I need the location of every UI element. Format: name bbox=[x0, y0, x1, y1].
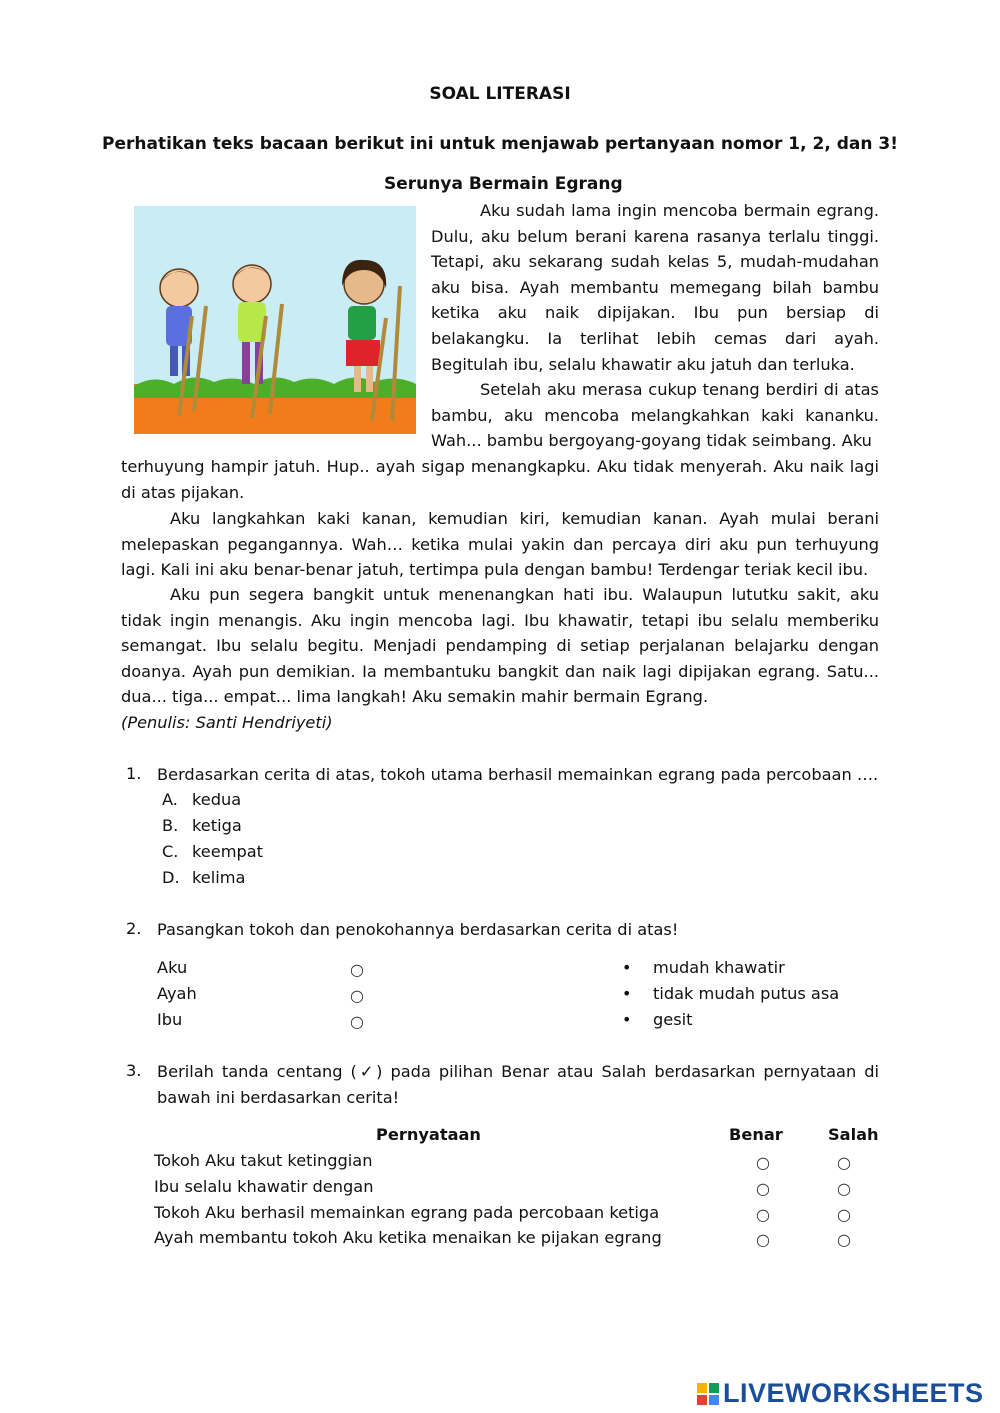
liveworksheets-icon bbox=[697, 1383, 719, 1405]
instruction-text: Perhatikan teks bacaan berikut ini untuk menjawab pertanyaan nomor 1, 2, dan 3! bbox=[102, 134, 898, 154]
q3-true-radio[interactable]: ○ bbox=[756, 1205, 770, 1224]
q1-option-letter: A. bbox=[162, 790, 178, 809]
story-paragraph-1-text: Aku sudah lama ingin mencoba bermain egrang. Dulu, aku belum berani karena rasanya terlalu tinggi. Tetapi, aku sekarang sudah kelas 5, mudah-mudahan aku bisa. Ayah membantu memegang bilah bambu ketika aku naik dipijakan. Ibu pun bersiap di belakangku. Ia terlihat lebih cemas dari ayah. Begitulah ibu, selalu khawatir aku jatuh dan terluka. bbox=[431, 201, 879, 374]
q2-number: 2. bbox=[126, 919, 142, 938]
q2-right-dot[interactable]: • bbox=[622, 984, 632, 1003]
q3-true-radio[interactable]: ○ bbox=[756, 1230, 770, 1249]
q1-text: Berdasarkan cerita di atas, tokoh utama berhasil memainkan egrang pada percobaan …. bbox=[157, 765, 879, 784]
q2-left-dot[interactable]: ○ bbox=[350, 1012, 364, 1031]
q3-statement-row: Tokoh Aku takut ketinggian bbox=[154, 1151, 373, 1170]
q3-true-radio[interactable]: ○ bbox=[756, 1179, 770, 1198]
q1-option-b[interactable]: ketiga bbox=[192, 816, 242, 835]
story-paragraph-3: Aku langkahkan kaki kanan, kemudian kiri, kemudian kanan. Ayah mulai berani melepaskan pegangannya. Wah… ketika mulai yakin dan percaya diri aku pun terhuyung lagi. Kali ini aku benar-benar jatuh, tertimpa pula dengan bambu! Terdengar teriak kecil ibu. bbox=[121, 509, 879, 580]
q3-statement-row: Ibu selalu khawatir dengan bbox=[154, 1177, 374, 1196]
story-title: Serunya Bermain Egrang bbox=[384, 174, 623, 194]
q2-right-dot[interactable]: • bbox=[622, 1010, 632, 1029]
story-paragraph-2-end: terhuyung hampir jatuh. Hup.. ayah sigap menangkapku. Aku tidak menyerah. Aku naik lagi di atas pijakan. bbox=[121, 457, 879, 502]
q2-right-dot[interactable]: • bbox=[622, 958, 632, 977]
q2-left-dot[interactable]: ○ bbox=[350, 960, 364, 979]
q3-false-radio[interactable]: ○ bbox=[837, 1153, 851, 1172]
page-title: SOAL LITERASI bbox=[429, 84, 571, 104]
q1-option-a[interactable]: kedua bbox=[192, 790, 242, 809]
q3-statement-row: Tokoh Aku berhasil memainkan egrang pada percobaan ketiga bbox=[154, 1203, 660, 1222]
q1-option-letter: C. bbox=[162, 842, 179, 861]
q2-right-tidak-mudah-putus-asa: tidak mudah putus asa bbox=[653, 984, 840, 1003]
q3-false-radio[interactable]: ○ bbox=[837, 1205, 851, 1224]
story-author: (Penulis: Santi Hendriyeti) bbox=[121, 713, 333, 732]
liveworksheets-logo[interactable] bbox=[697, 1378, 984, 1409]
q1-option-letter: D. bbox=[162, 868, 180, 887]
q3-number: 3. bbox=[126, 1061, 142, 1080]
q3-header-statement: Pernyataan bbox=[376, 1125, 481, 1144]
q2-left-ibu: Ibu bbox=[157, 1010, 183, 1029]
q3-statement-row: Ayah membantu tokoh Aku ketika menaikan ke pijakan egrang bbox=[154, 1228, 662, 1247]
story-paragraph-1 bbox=[431, 198, 879, 454]
q2-left-dot[interactable]: ○ bbox=[350, 986, 364, 1005]
q3-false-radio[interactable]: ○ bbox=[837, 1179, 851, 1198]
q2-left-aku: Aku bbox=[157, 958, 188, 977]
egrang-illustration bbox=[134, 206, 416, 434]
q3-false-radio[interactable]: ○ bbox=[837, 1230, 851, 1249]
story-paragraph-2-start: Setelah aku merasa cukup tenang berdiri di atas bambu, aku mencoba melangkahkan kaki kananku. Wah... bambu bergoyang-goyang tidak seimbang. Aku bbox=[431, 380, 879, 451]
q3-header-false: Salah bbox=[828, 1125, 879, 1144]
q1-option-c[interactable]: keempat bbox=[192, 842, 264, 861]
brand-text: LIVEWORKSHEETS bbox=[723, 1378, 984, 1408]
q1-number: 1. bbox=[126, 764, 142, 783]
q2-right-gesit: gesit bbox=[653, 1010, 693, 1029]
q2-left-ayah: Ayah bbox=[157, 984, 197, 1003]
q3-header-true: Benar bbox=[729, 1125, 783, 1144]
q1-option-d[interactable]: kelima bbox=[192, 868, 246, 887]
q1-option-letter: B. bbox=[162, 816, 179, 835]
q3-text: Berilah tanda centang (✓) pada pilihan Benar atau Salah berdasarkan pernyataan di bawah ini berdasarkan cerita! bbox=[157, 1062, 879, 1107]
q3-true-radio[interactable]: ○ bbox=[756, 1153, 770, 1172]
story-paragraph-4: Aku pun segera bangkit untuk menenangkan hati ibu. Walaupun lututku sakit, aku tidak ingin menangis. Aku ingin mencoba lagi. Ibu khawatir, tetapi ibu selalu memberiku semangat. Ibu selalu begitu. Menjadi pendamping di setiap perjalanan belajarku dengan doanya. Ayah pun demikian. Ia membantuku bangkit dan naik lagi dipijakan egrang. Satu... dua... tiga... empat... lima langkah! Aku semakin mahir bermain Egrang. bbox=[121, 585, 879, 707]
q2-text: Pasangkan tokoh dan penokohannya berdasarkan cerita di atas! bbox=[157, 920, 679, 939]
q2-right-mudah-khawatir: mudah khawatir bbox=[653, 958, 785, 977]
